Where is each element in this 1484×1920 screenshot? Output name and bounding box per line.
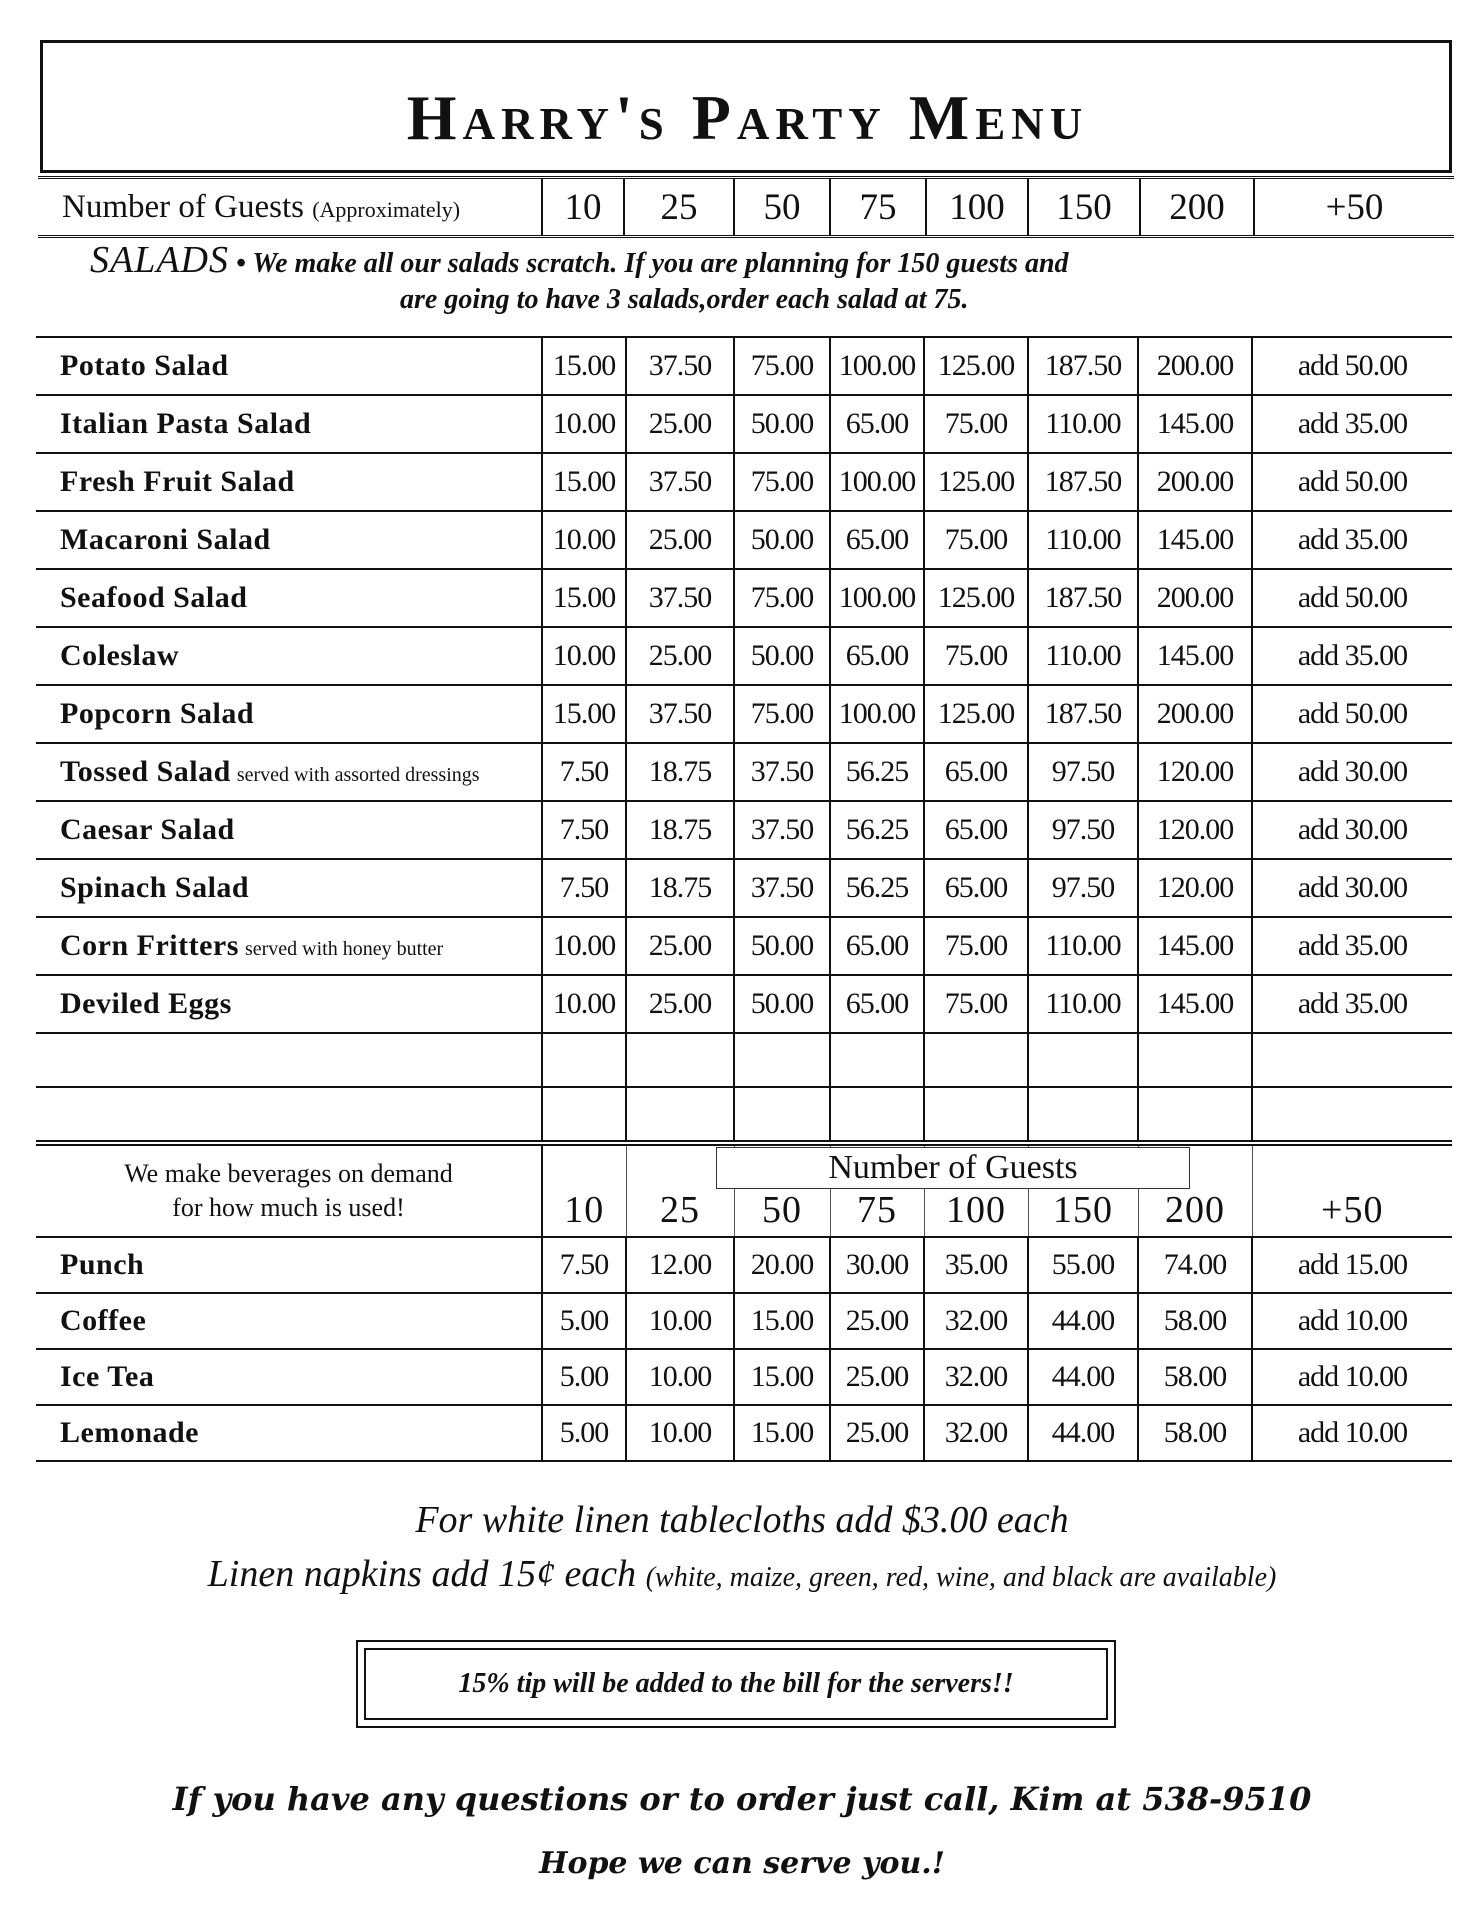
price-cell: add 50.00	[1252, 685, 1452, 743]
bev-col-75: 75	[830, 1145, 924, 1237]
empty-cell	[1138, 1087, 1252, 1141]
bev-col-50: 50	[734, 1145, 830, 1237]
price-cell: 55.00	[1028, 1237, 1138, 1293]
table-row	[36, 395, 1452, 453]
price-cell: 10.00	[626, 1349, 734, 1405]
price-cell: 75.00	[924, 395, 1028, 453]
price-cell: 58.00	[1138, 1405, 1252, 1461]
guest-col-10: 10	[542, 178, 624, 237]
price-cell: 32.00	[924, 1405, 1028, 1461]
price-cell: 15.00	[542, 685, 626, 743]
table-row	[36, 743, 1452, 801]
item-name: Corn Fritters served with honey butter	[36, 917, 542, 975]
item-name: Seafood Salad	[36, 569, 542, 627]
price-cell: 25.00	[830, 1293, 924, 1349]
table-row	[36, 1349, 1452, 1405]
price-cell: 15.00	[542, 453, 626, 511]
guest-count-label: Number of Guests (Approximately)	[38, 178, 542, 237]
price-cell: 97.50	[1028, 859, 1138, 917]
price-cell: 15.00	[734, 1293, 830, 1349]
empty-cell	[626, 1033, 734, 1087]
price-cell: 65.00	[830, 917, 924, 975]
price-cell: 110.00	[1028, 627, 1138, 685]
empty-cell	[1028, 1087, 1138, 1141]
price-cell: 25.00	[626, 975, 734, 1033]
item-name: Caesar Salad	[36, 801, 542, 859]
napkin-price: Linen napkins add 15¢ each	[207, 1553, 637, 1595]
price-cell: add 35.00	[1252, 975, 1452, 1033]
price-cell: 100.00	[830, 337, 924, 395]
table-row	[36, 453, 1452, 511]
price-cell: 7.50	[542, 801, 626, 859]
price-cell: add 35.00	[1252, 511, 1452, 569]
price-cell: 125.00	[924, 569, 1028, 627]
price-cell: 18.75	[626, 743, 734, 801]
salads-note-line2: are going to have 3 salads,order each salad at 75.	[400, 284, 969, 315]
price-cell: 75.00	[924, 917, 1028, 975]
price-cell: add 35.00	[1252, 395, 1452, 453]
price-cell: 145.00	[1138, 627, 1252, 685]
blank-row	[36, 1087, 1452, 1141]
price-cell: 37.50	[626, 569, 734, 627]
price-cell: 25.00	[626, 395, 734, 453]
item-name: Coffee	[36, 1293, 542, 1349]
table-row	[36, 917, 1452, 975]
price-cell: 65.00	[830, 511, 924, 569]
empty-cell	[36, 1033, 542, 1087]
table-row	[36, 627, 1452, 685]
price-cell: 50.00	[734, 975, 830, 1033]
price-cell: 7.50	[542, 1237, 626, 1293]
price-cell: 5.00	[542, 1405, 626, 1461]
price-cell: 65.00	[924, 859, 1028, 917]
price-cell: 187.50	[1028, 569, 1138, 627]
price-cell: 187.50	[1028, 453, 1138, 511]
price-cell: 15.00	[734, 1349, 830, 1405]
price-cell: 10.00	[542, 395, 626, 453]
price-cell: 65.00	[830, 975, 924, 1033]
item-name: Ice Tea	[36, 1349, 542, 1405]
price-cell: 37.50	[626, 337, 734, 395]
bev-col-100: 100	[924, 1145, 1028, 1237]
price-cell: 145.00	[1138, 511, 1252, 569]
empty-cell	[36, 1087, 542, 1141]
price-cell: 44.00	[1028, 1405, 1138, 1461]
item-name: Punch	[36, 1237, 542, 1293]
empty-cell	[924, 1087, 1028, 1141]
price-cell: 25.00	[626, 627, 734, 685]
empty-cell	[924, 1033, 1028, 1087]
price-cell: 120.00	[1138, 743, 1252, 801]
table-row	[36, 685, 1452, 743]
price-cell: 10.00	[542, 975, 626, 1033]
price-cell: 200.00	[1138, 453, 1252, 511]
table-row	[36, 337, 1452, 395]
guest-col-25: 25	[624, 178, 734, 237]
item-name: Popcorn Salad	[36, 685, 542, 743]
table-row	[36, 975, 1452, 1033]
price-cell: 75.00	[734, 453, 830, 511]
price-cell: 120.00	[1138, 801, 1252, 859]
empty-cell	[1252, 1087, 1452, 1141]
table-row	[36, 1237, 1452, 1293]
price-cell: 75.00	[734, 569, 830, 627]
price-cell: 20.00	[734, 1237, 830, 1293]
title-box	[40, 40, 1452, 170]
price-cell: add 50.00	[1252, 337, 1452, 395]
price-cell: 187.50	[1028, 685, 1138, 743]
item-note: served with assorted dressings	[236, 764, 480, 786]
empty-cell	[626, 1087, 734, 1141]
price-cell: 74.00	[1138, 1237, 1252, 1293]
number-of-guests-box: Number of Guests	[716, 1147, 1190, 1189]
price-cell: 75.00	[924, 627, 1028, 685]
napkin-colors: (white, maize, green, red, wine, and black are available)	[645, 1562, 1277, 1593]
guest-col-75: 75	[830, 178, 926, 237]
price-cell: 37.50	[626, 453, 734, 511]
beverages-price-table	[36, 1144, 1452, 1462]
price-cell: 65.00	[924, 743, 1028, 801]
price-cell: 12.00	[626, 1237, 734, 1293]
price-cell: 25.00	[626, 511, 734, 569]
price-cell: 97.50	[1028, 801, 1138, 859]
napkin-note	[0, 1552, 1484, 1596]
empty-cell	[542, 1087, 626, 1141]
price-cell: 58.00	[1138, 1293, 1252, 1349]
price-cell: add 10.00	[1252, 1293, 1452, 1349]
price-cell: 56.25	[830, 743, 924, 801]
price-cell: 50.00	[734, 395, 830, 453]
price-cell: 44.00	[1028, 1349, 1138, 1405]
price-cell: 65.00	[830, 395, 924, 453]
price-cell: 145.00	[1138, 395, 1252, 453]
price-cell: 35.00	[924, 1237, 1028, 1293]
empty-cell	[542, 1033, 626, 1087]
salads-price-table	[36, 336, 1452, 1142]
item-name: Lemonade	[36, 1405, 542, 1461]
price-cell: add 35.00	[1252, 627, 1452, 685]
empty-cell	[1138, 1033, 1252, 1087]
salads-heading: SALADS	[90, 239, 229, 281]
price-cell: 18.75	[626, 859, 734, 917]
price-cell: 50.00	[734, 627, 830, 685]
salads-note	[90, 239, 1370, 318]
item-note: served with honey butter	[244, 938, 444, 960]
tip-notice: 15% tip will be added to the bill for the servers!!	[364, 1648, 1108, 1720]
price-cell: 110.00	[1028, 917, 1138, 975]
empty-cell	[830, 1033, 924, 1087]
price-cell: 125.00	[924, 453, 1028, 511]
price-cell: 75.00	[734, 685, 830, 743]
price-cell: 10.00	[626, 1293, 734, 1349]
price-cell: add 15.00	[1252, 1237, 1452, 1293]
guest-col-200: 200	[1140, 178, 1254, 237]
bev-col-150: 150	[1028, 1145, 1138, 1237]
table-row	[36, 511, 1452, 569]
table-row	[36, 859, 1452, 917]
price-cell: 37.50	[734, 859, 830, 917]
price-cell: 56.25	[830, 801, 924, 859]
salads-note-line1: We make all our salads scratch. If you are planning for 150 guests and	[252, 248, 1069, 279]
price-cell: 5.00	[542, 1349, 626, 1405]
price-cell: 37.50	[734, 743, 830, 801]
price-cell: 50.00	[734, 917, 830, 975]
table-row	[36, 1293, 1452, 1349]
price-cell: 30.00	[830, 1237, 924, 1293]
price-cell: add 10.00	[1252, 1349, 1452, 1405]
closing-line: Hope we can serve you.!	[539, 1846, 945, 1881]
empty-cell	[830, 1087, 924, 1141]
price-cell: 15.00	[542, 337, 626, 395]
blank-row	[36, 1033, 1452, 1087]
bev-col-200: 200	[1138, 1145, 1252, 1237]
bev-col-25: 25	[626, 1145, 734, 1237]
price-cell: 75.00	[924, 511, 1028, 569]
price-cell: 18.75	[626, 801, 734, 859]
tablecloth-note: For white linen tablecloths add $3.00 each	[415, 1499, 1069, 1541]
price-cell: 145.00	[1138, 917, 1252, 975]
price-cell: add 30.00	[1252, 859, 1452, 917]
price-cell: 65.00	[924, 801, 1028, 859]
price-cell: 10.00	[542, 917, 626, 975]
price-cell: 100.00	[830, 569, 924, 627]
price-cell: 37.50	[734, 801, 830, 859]
price-cell: 10.00	[542, 511, 626, 569]
guest-col-plus50: +50	[1254, 178, 1454, 237]
price-cell: 5.00	[542, 1293, 626, 1349]
table-row	[36, 1405, 1452, 1461]
price-cell: 25.00	[626, 917, 734, 975]
tip-notice-box	[356, 1640, 1116, 1728]
price-cell: 125.00	[924, 337, 1028, 395]
bev-col-plus50: +50	[1252, 1145, 1452, 1237]
item-name: Coleslaw	[36, 627, 542, 685]
price-cell: 7.50	[542, 743, 626, 801]
table-row	[36, 569, 1452, 627]
bev-col-10: 10	[542, 1145, 626, 1237]
price-cell: 10.00	[626, 1405, 734, 1461]
price-cell: 7.50	[542, 859, 626, 917]
price-cell: 187.50	[1028, 337, 1138, 395]
item-name: Macaroni Salad	[36, 511, 542, 569]
price-cell: 32.00	[924, 1293, 1028, 1349]
guest-col-150: 150	[1028, 178, 1140, 237]
price-cell: 145.00	[1138, 975, 1252, 1033]
item-name: Deviled Eggs	[36, 975, 542, 1033]
price-cell: 58.00	[1138, 1349, 1252, 1405]
price-cell: 44.00	[1028, 1293, 1138, 1349]
price-cell: 110.00	[1028, 511, 1138, 569]
price-cell: 110.00	[1028, 395, 1138, 453]
price-cell: 97.50	[1028, 743, 1138, 801]
menu-title: Harry's Party Menu	[406, 82, 1089, 153]
price-cell: 25.00	[830, 1405, 924, 1461]
price-cell: 56.25	[830, 859, 924, 917]
price-cell: 15.00	[542, 569, 626, 627]
price-cell: add 30.00	[1252, 743, 1452, 801]
item-name: Fresh Fruit Salad	[36, 453, 542, 511]
price-cell: 75.00	[924, 975, 1028, 1033]
empty-cell	[734, 1033, 830, 1087]
empty-cell	[734, 1087, 830, 1141]
price-cell: 200.00	[1138, 569, 1252, 627]
item-name: Italian Pasta Salad	[36, 395, 542, 453]
price-cell: 125.00	[924, 685, 1028, 743]
price-cell: add 30.00	[1252, 801, 1452, 859]
empty-cell	[1028, 1033, 1138, 1087]
item-name: Spinach Salad	[36, 859, 542, 917]
guest-col-100: 100	[926, 178, 1028, 237]
guest-count-header	[38, 176, 1454, 238]
price-cell: 10.00	[542, 627, 626, 685]
price-cell: 100.00	[830, 685, 924, 743]
beverages-note: We make beverages on demand for how much is used!	[36, 1145, 542, 1237]
price-cell: add 50.00	[1252, 453, 1452, 511]
item-name: Tossed Salad served with assorted dressings	[36, 743, 542, 801]
item-name: Potato Salad	[36, 337, 542, 395]
price-cell: add 35.00	[1252, 917, 1452, 975]
price-cell: 50.00	[734, 511, 830, 569]
price-cell: 65.00	[830, 627, 924, 685]
price-cell: add 50.00	[1252, 569, 1452, 627]
price-cell: 100.00	[830, 453, 924, 511]
price-cell: 25.00	[830, 1349, 924, 1405]
price-cell: 200.00	[1138, 337, 1252, 395]
contact-line: If you have any questions or to order just call, Kim at 538-9510	[172, 1780, 1312, 1818]
price-cell: 120.00	[1138, 859, 1252, 917]
price-cell: 200.00	[1138, 685, 1252, 743]
price-cell: 110.00	[1028, 975, 1138, 1033]
guest-col-50: 50	[734, 178, 830, 237]
price-cell: 15.00	[734, 1405, 830, 1461]
price-cell: add 10.00	[1252, 1405, 1452, 1461]
table-row	[36, 801, 1452, 859]
price-cell: 32.00	[924, 1349, 1028, 1405]
price-cell: 37.50	[626, 685, 734, 743]
price-cell: 75.00	[734, 337, 830, 395]
bullet: •	[236, 248, 246, 279]
empty-cell	[1252, 1033, 1452, 1087]
